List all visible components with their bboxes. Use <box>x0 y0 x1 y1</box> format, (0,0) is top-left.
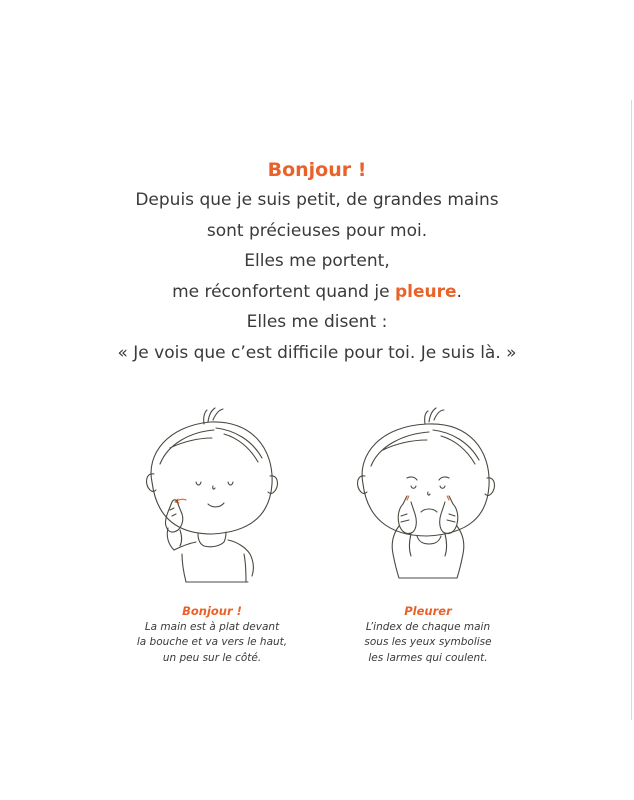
illustration-child-cry <box>325 404 525 589</box>
child-cry-drawing <box>325 404 525 589</box>
highlighted-word-pleure: pleure <box>394 281 457 302</box>
sign-caption-hello <box>92 603 332 666</box>
story-line-4-end: . <box>456 281 462 302</box>
sign-description-line: un peu sur le côté. <box>162 651 262 664</box>
sign-caption-cry <box>308 603 548 666</box>
story-line-4-start: me réconfortent quand je <box>172 281 395 302</box>
sign-description-line: les larmes qui coulent. <box>368 651 488 664</box>
story-line-3: Elles me portent, <box>244 251 390 271</box>
illustration-child-hello <box>112 404 312 589</box>
sign-description-line: L’index de chaque main <box>365 621 491 633</box>
story-text <box>0 155 634 368</box>
sign-title-cry: Pleurer <box>404 604 452 618</box>
sign-description-line: sous les yeux symbolise <box>364 636 492 649</box>
story-line-5: Elles me disent : <box>246 312 388 332</box>
sign-description-line: La main est à plat devant <box>144 621 280 633</box>
sign-title-hello: Bonjour ! <box>182 604 242 618</box>
child-hello-drawing <box>112 404 312 589</box>
story-title: Bonjour ! <box>267 159 367 181</box>
story-line-2: sont précieuses pour moi. <box>206 220 428 241</box>
story-line-4 <box>0 277 634 308</box>
story-line-6: « Je vois que c’est difficile pour toi. Je suis là. » <box>117 342 517 363</box>
story-line-1: Depuis que je suis petit, de grandes mains <box>135 190 499 210</box>
sign-description-line: la bouche et va vers le haut, <box>136 636 288 649</box>
